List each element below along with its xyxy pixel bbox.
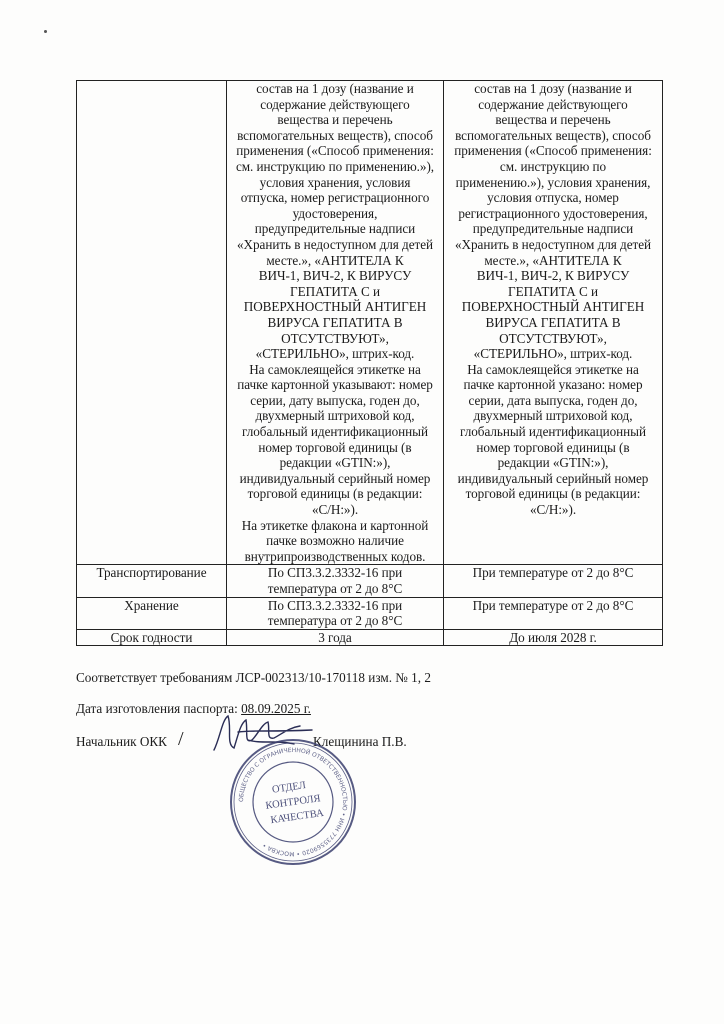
signatory-name: Клещинина П.В.: [313, 734, 407, 749]
row-label-cell: [77, 81, 227, 565]
spec-text: состав на 1 дозу (название и содержание действующего вещества и перечень вспомогательных веществ), способ применения («Способ применения: см. инструкцию по применению.»), условия хранения, условия отпуска, номер регистрационного удостоверения, предупредительные надписи «Хранить в недоступном для детей месте.», «АНТИТЕЛА К ВИЧ-1, ВИЧ-2, К ВИРУСУ ГЕПАТИТА С и ПОВЕРХНОСТНЫЙ АНТИГЕН ВИРУСА ГЕПАТИТА В ОТСУТСТВУЮТ», «СТЕРИЛЬНО», штрих-код. На самоклеящейся этикетке на пачке картонной указывают: номер серии, дату выпуска, годен до, двухмерный штриховой код, глобальный идентификационный номер торговой единицы (в редакции «GTIN:»), индивидуальный серийный номер торговой единицы (в редакции: «С/Н:»). На этикетке флакона и картонной пачке возможно наличие внутрипроизводственных кодов.: [235, 81, 435, 564]
result-text: При температуре от 2 до 8°С: [444, 597, 663, 629]
manufacture-date-label: Дата изготовления паспорта:: [76, 701, 238, 716]
row-label: Срок годности: [77, 629, 227, 646]
spec-cell: [227, 81, 444, 565]
result-cell: [444, 81, 663, 565]
compliance-statement: Соответствует требованиям ЛСР-002313/10-170118 изм. № 1, 2: [76, 670, 431, 685]
signatory-title: Начальник ОКК: [76, 734, 167, 749]
spec-text: 3 года: [227, 629, 444, 646]
stamp-line-3: КАЧЕСТВА: [269, 807, 325, 827]
table-row: [77, 629, 663, 646]
table-row: [77, 565, 663, 597]
row-label: Хранение: [77, 597, 227, 629]
table-row: [77, 597, 663, 629]
table-row: [77, 81, 663, 565]
quality-control-stamp: [228, 737, 358, 867]
stamp-line-1: ОТДЕЛ: [271, 780, 307, 796]
slash-mark: /: [178, 728, 184, 750]
spec-text: По СП3.3.2.3332-16 при температура от 2 до 8°С: [267, 597, 403, 629]
stamp-line-2: КОНТРОЛЯ: [264, 793, 322, 812]
result-text: состав на 1 дозу (название и содержание действующего вещества и перечень вспомогательных веществ), способ применения («Способ применения: см. инструкцию по применению.»), условия хранения, условия отпуска, номер регистрационного удостоверения, предупредительные надписи «Хранить в недоступном для детей месте.», «АНТИТЕЛА К ВИЧ-1, ВИЧ-2, К ВИРУСУ ГЕПАТИТА С и ПОВЕРХНОСТНЫЙ АНТИГЕН ВИРУСА ГЕПАТИТА В ОТСУТСТВУЮТ», «СТЕРИЛЬНО», штрих-код. На самоклеящейся этикетке на пачке картонной указано: номер серии, дата выпуска, годен до, двухмерный штриховой код, глобальный идентификационный номер торговой единицы (в редакции «GTIN:»), индивидуальный серийный номер торговой единицы (в редакции: «С/Н:»).: [454, 81, 652, 518]
row-label: Транспортирование: [77, 565, 227, 597]
scan-dot: [44, 30, 47, 33]
result-text: При температуре от 2 до 8°С: [444, 565, 663, 597]
manufacture-date-value: 08.09.2025 г.: [241, 701, 311, 716]
result-text: До июля 2028 г.: [444, 629, 663, 646]
spec-text: По СП3.3.2.3332-16 при температура от 2 до 8°С: [267, 565, 403, 596]
specification-table: [76, 80, 663, 646]
stamp-ring-text: ОБЩЕСТВО С ОГРАНИЧЕННОЙ ОТВЕТСТВЕННОСТЬЮ • ИНН 7735569020 • МОСКВА •: [237, 746, 349, 858]
